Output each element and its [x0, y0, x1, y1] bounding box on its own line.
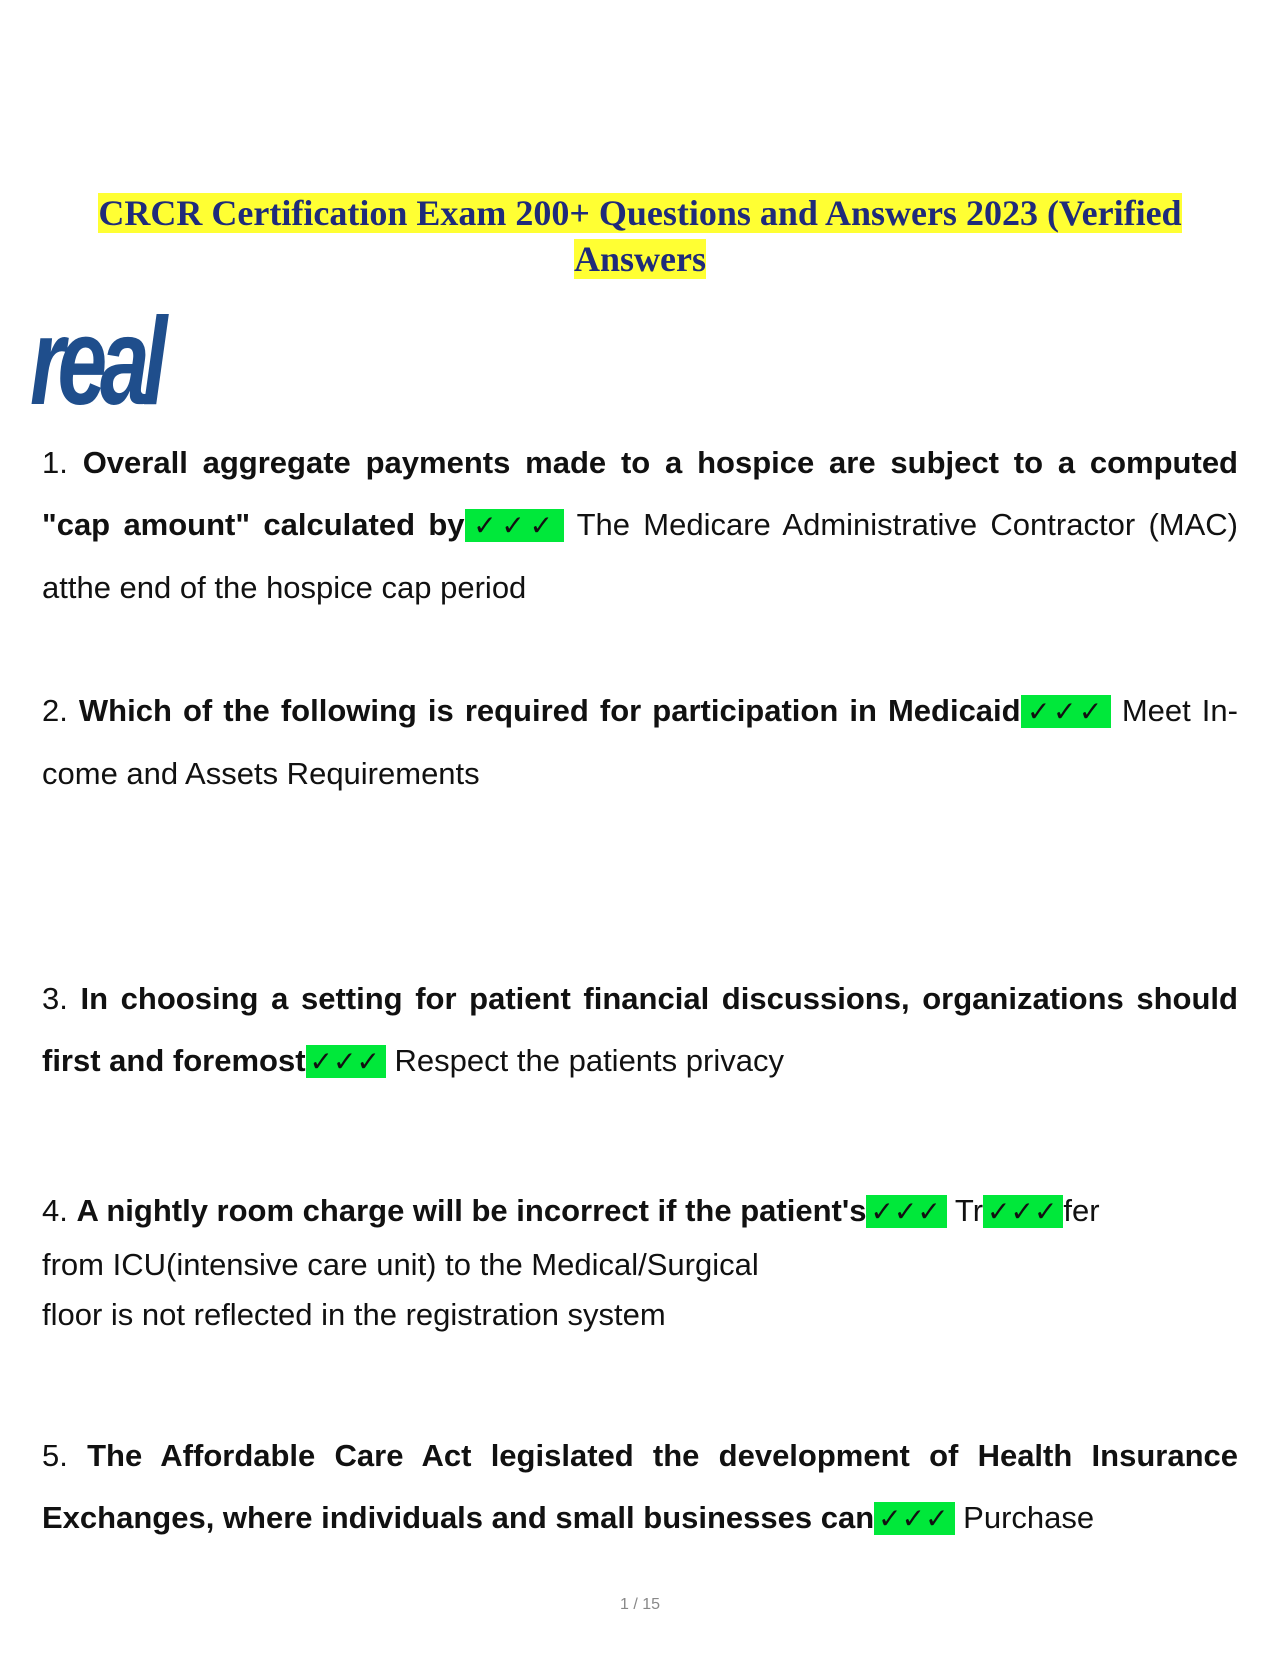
checkmark-icon: ✓✓✓ [465, 509, 564, 542]
answer-text: Purchase [963, 1500, 1095, 1535]
title-line-2: Answers [574, 239, 706, 279]
document-title [40, 190, 1240, 282]
checkmark-icon: ✓✓✓ [874, 1502, 954, 1535]
question-number: 1. [42, 445, 68, 480]
answer-text: Meet In-come and Assets Requirements [42, 693, 1238, 791]
question-number: 4. [42, 1193, 68, 1228]
question-item-3 [42, 968, 1238, 1093]
title-line-1: CRCR Certification Exam 200+ Questions and Answers 2023 (Verified [98, 193, 1182, 233]
checkmark-icon: ✓✓✓ [306, 1045, 386, 1078]
checkmark-icon: ✓✓✓ [1021, 695, 1111, 728]
answer-text: The Medicare Administrative Contractor (MAC) atthe end of the hospice cap period [42, 507, 1239, 605]
checkmark-icon: ✓✓✓ [866, 1195, 946, 1228]
question-text: In choosing a setting for patient financial discussions, organizations should first and foremost [42, 981, 1238, 1078]
answer-text-part-2: fer [1063, 1193, 1100, 1228]
real-logo [30, 293, 220, 431]
question-number: 5. [42, 1438, 68, 1473]
question-number: 2. [42, 693, 68, 728]
answer-line-2: from ICU(intensive care unit) to the Medical/Surgical [42, 1247, 759, 1282]
question-text: A nightly room charge will be incorrect if the patient's [76, 1193, 867, 1228]
question-text: Overall aggregate payments made to a hospice are subject to a computed "cap amount" calculated by [42, 445, 1238, 542]
answer-text: Respect the patients privacy [394, 1043, 784, 1078]
question-number: 3. [42, 981, 68, 1016]
logo-text: real [30, 293, 161, 431]
answer-line-3: floor is not reflected in the registration system [42, 1297, 666, 1332]
page-number: 1 / 15 [619, 1596, 661, 1613]
question-item-4 [42, 1180, 1238, 1343]
question-item-2 [42, 680, 1238, 805]
question-item-5 [42, 1425, 1238, 1550]
question-item-1 [42, 432, 1238, 619]
question-text: Which of the following is required for participation in Medicaid [78, 693, 1021, 728]
answer-text-part-1: Tr [954, 1193, 984, 1228]
checkmark-icon: ✓✓✓ [983, 1195, 1063, 1228]
question-text: The Affordable Care Act legislated the development of Health Insurance Exchanges, where individuals and small businesses can [42, 1438, 1238, 1535]
